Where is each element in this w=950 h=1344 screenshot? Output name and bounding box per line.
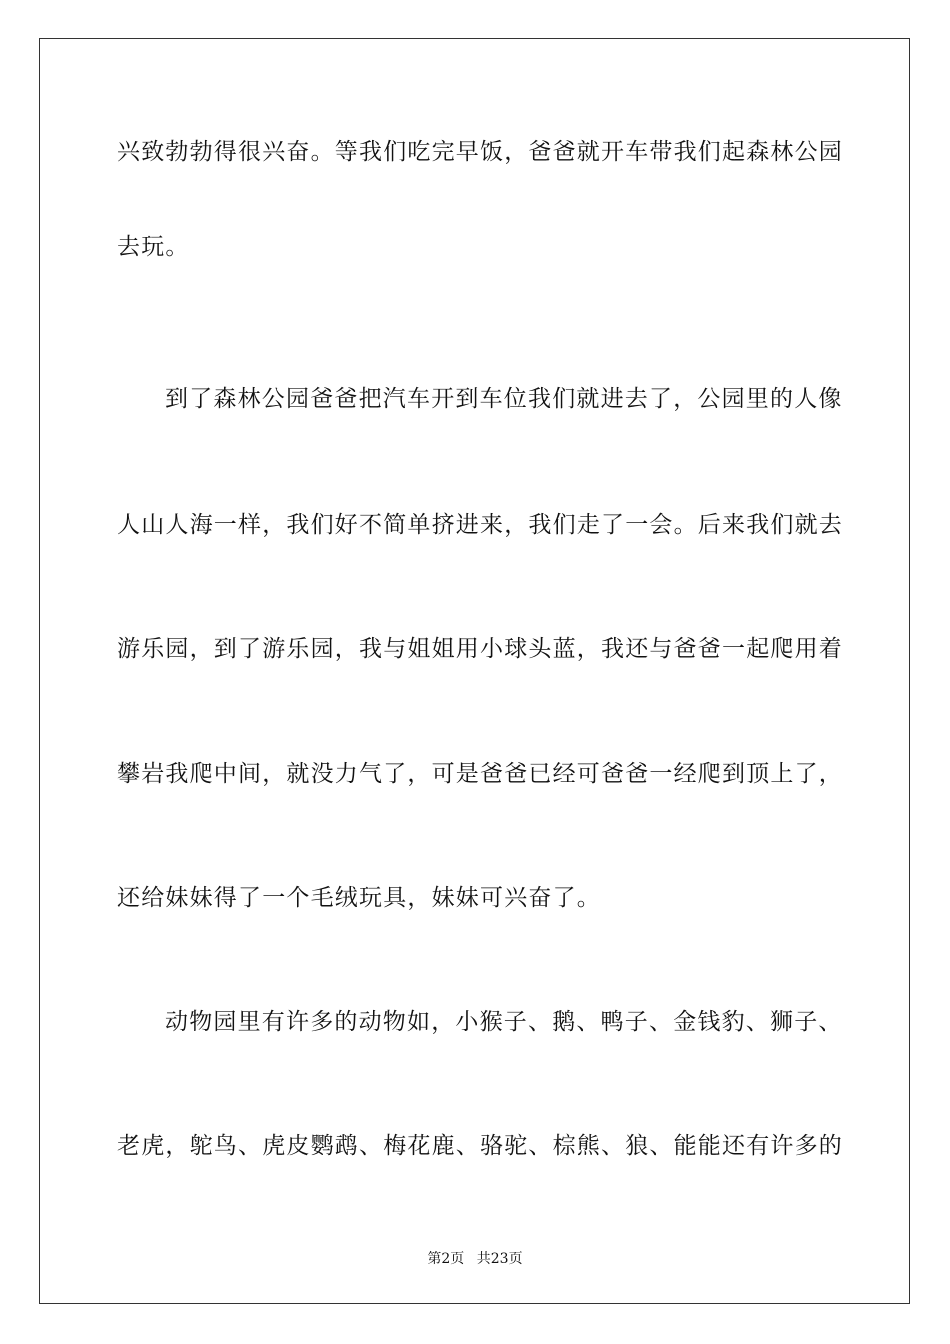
text-line: 兴致勃勃得很兴奋。等我们吃完早饭，爸爸就开车带我们起森林公园 — [117, 139, 843, 165]
page-number: 第2页 — [427, 1251, 465, 1267]
page-footer — [0, 1248, 950, 1268]
text-line: 攀岩我爬中间，就没力气了，可是爸爸已经可爸爸一经爬到顶上了， — [117, 761, 843, 787]
text-line: 老虎，鸵鸟、虎皮鹦鹉、梅花鹿、骆驼、棕熊、狼、能能还有许多的 — [117, 1133, 843, 1159]
text-line: 去玩。 — [117, 234, 190, 260]
text-line: 游乐园，到了游乐园，我与姐姐用小球头蓝，我还与爸爸一起爬用着 — [117, 636, 843, 662]
page-border — [39, 38, 910, 1304]
text-line: 还给妹妹得了一个毛绒玩具，妹妹可兴奋了。 — [117, 885, 601, 911]
page-total: 共23页 — [476, 1251, 523, 1267]
text-line: 到了森林公园爸爸把汽车开到车位我们就进去了，公园里的人像 — [165, 386, 843, 412]
text-line: 人山人海一样，我们好不简单挤进来，我们走了一会。后来我们就去 — [117, 512, 843, 538]
text-line: 动物园里有许多的动物如，小猴子、鹅、鸭子、金钱豹、狮子、 — [165, 1009, 843, 1035]
